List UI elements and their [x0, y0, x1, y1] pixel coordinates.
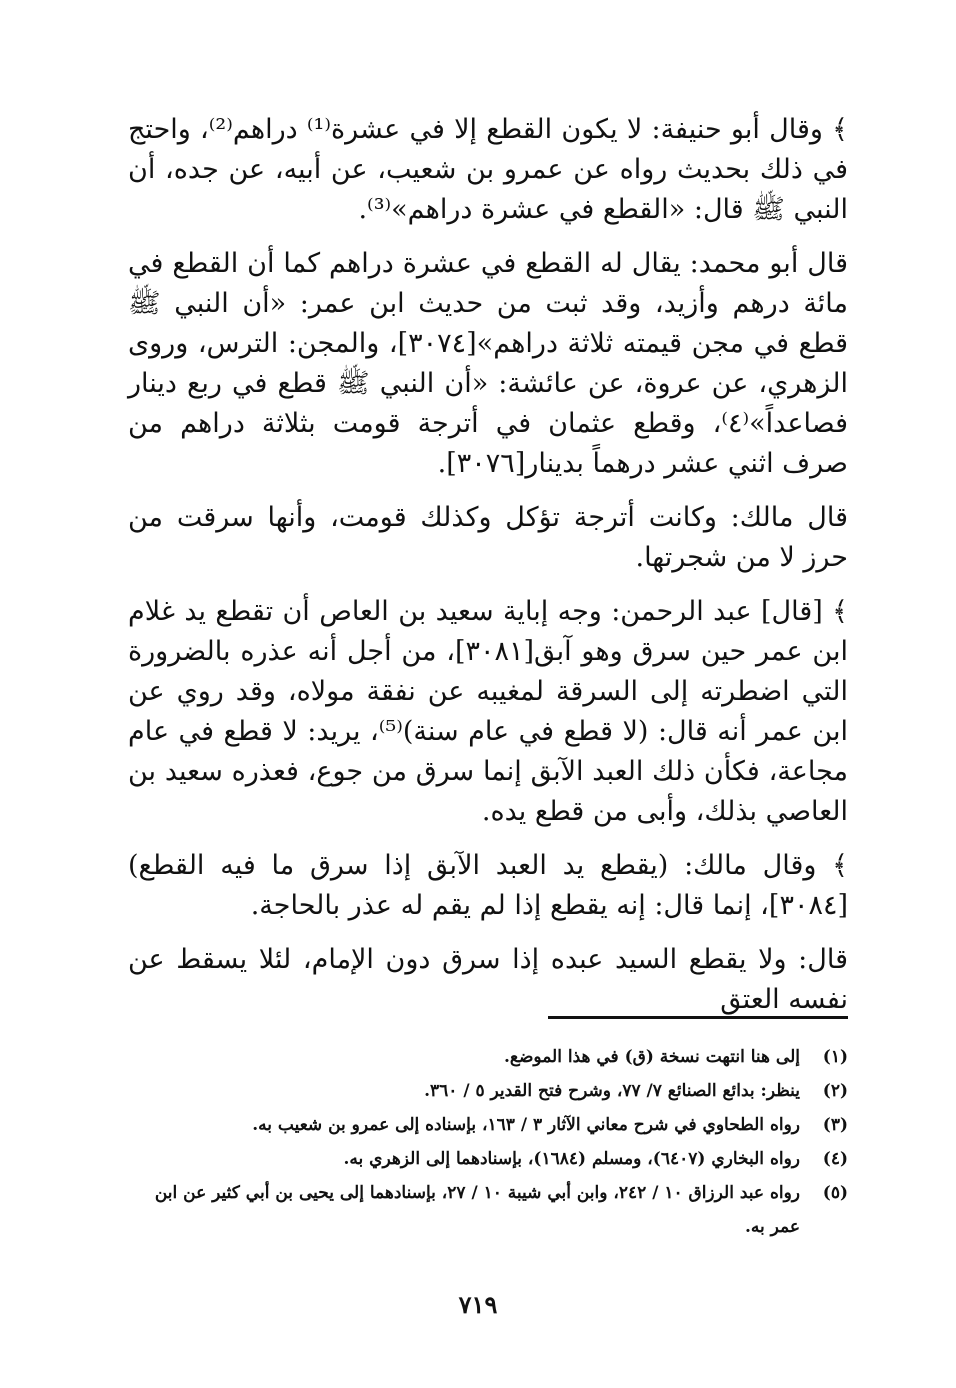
page-number: ٧١٩ — [458, 1290, 498, 1319]
footnote-item — [128, 1074, 848, 1108]
paragraph-sayyid: قال: ولا يقطع السيد عبده إذا سرق دون الإمام، لئلا يسقط عن نفسه العتق — [128, 944, 848, 1015]
footnote-item — [128, 1040, 848, 1074]
footnote-text: رواه البخاري (٦٤٠٧)، ومسلم (١٦٨٤)، بإسنادهما إلى الزهري به. — [343, 1149, 800, 1169]
footnotes — [128, 1040, 848, 1244]
footnote-number: (٣) — [822, 1115, 848, 1135]
footnote-divider — [548, 1016, 848, 1019]
footnote-text: إلى هنا انتهت نسخة (ق) في هذا الموضع. — [504, 1047, 800, 1067]
main-text — [128, 110, 848, 1028]
paragraph-abu-muhammad: قال أبو محمد: يقال له القطع في عشرة دراهم كما أن القطع في مائة درهم وأزيد، وقد ثبت من حديث ابن عمر: «أن النبي ﷺ قطع في مجن قيمته ثلاثة دراهم»[٣٠٧٤]، والمجن: الترس، وروى الزهري، عن عروة، عن عائشة: «أن النبي ﷺ قطع في ربع دينار فصاعداً»⁽٤⁾، وقطع عثمان في أترجة قومت بثلاثة دراهم من صرف اثني عشر درهماً بدينار[٣٠٧٦]. — [128, 248, 849, 479]
paragraph-abdulrahman: ﴾ [قال] عبد الرحمن: وجه إباية سعيد بن العاص أن تقطع يد غلام ابن عمر حين سرق وهو آبق[٣٠٨١]، من أجل أنه عذره بالضرورة التي اضطرته إلى السرقة لمغيبه عن نفقة مولاه، وقد روي عن ابن عمر أنه قال: (لا قطع في عام سنة)⁽⁵⁾، يريد: لا قطع في عام مجاعة، فكأن ذلك العبد الآبق إنما سرق من جوع، فعذره سعيد بن العاصي بذلك، وأبى من قطع يده. — [128, 596, 848, 827]
paragraph-malik-utruja: قال مالك: وكانت أترجة تؤكل وكذلك قومت، وأنها سرقت من حرز لا من شجرتها. — [128, 502, 848, 573]
footnote-number: (٤) — [822, 1149, 848, 1169]
paragraph-malik-abiq: ﴾ وقال مالك: (يقطع يد العبد الآبق إذا سرق ما فيه القطع)[٣٠٨٤]، إنما قال: إنه يقطع إذا لم يقم له عذر بالحاجة. — [128, 850, 848, 921]
footnote-number: (١) — [822, 1047, 848, 1067]
footnote-text: رواه عبد الرزاق ١٠ / ٢٤٢، وابن أبي شيبة ١٠ / ٢٧، بإسنادهما إلى يحيى بن أبي كثير عن ابن عمر به. — [154, 1183, 800, 1237]
footnote-item — [128, 1176, 848, 1244]
paragraph-abu-hanifa: ﴾ وقال أبو حنيفة: لا يكون القطع إلا في عشرة⁽¹⁾ دراهم⁽²⁾، واحتج في ذلك بحديث رواه عن عمرو بن شعيب، عن أبيه، عن جده، أن النبي ﷺ قال: «القطع في عشرة دراهم»⁽³⁾. — [128, 114, 848, 225]
footnote-number: (٢) — [822, 1081, 848, 1101]
footnote-text: رواه الطحاوي في شرح معاني الآثار ٣ / ١٦٣، بإسناده إلى عمرو بن شعيب به. — [252, 1115, 800, 1135]
footnote-text: ينظر: بدائع الصنائع ٧/ ٧٧، وشرح فتح القدير ٥ / ٣٦٠. — [424, 1081, 800, 1101]
footnote-item — [128, 1142, 848, 1176]
footnote-number: (٥) — [822, 1183, 848, 1203]
footnote-item — [128, 1108, 848, 1142]
